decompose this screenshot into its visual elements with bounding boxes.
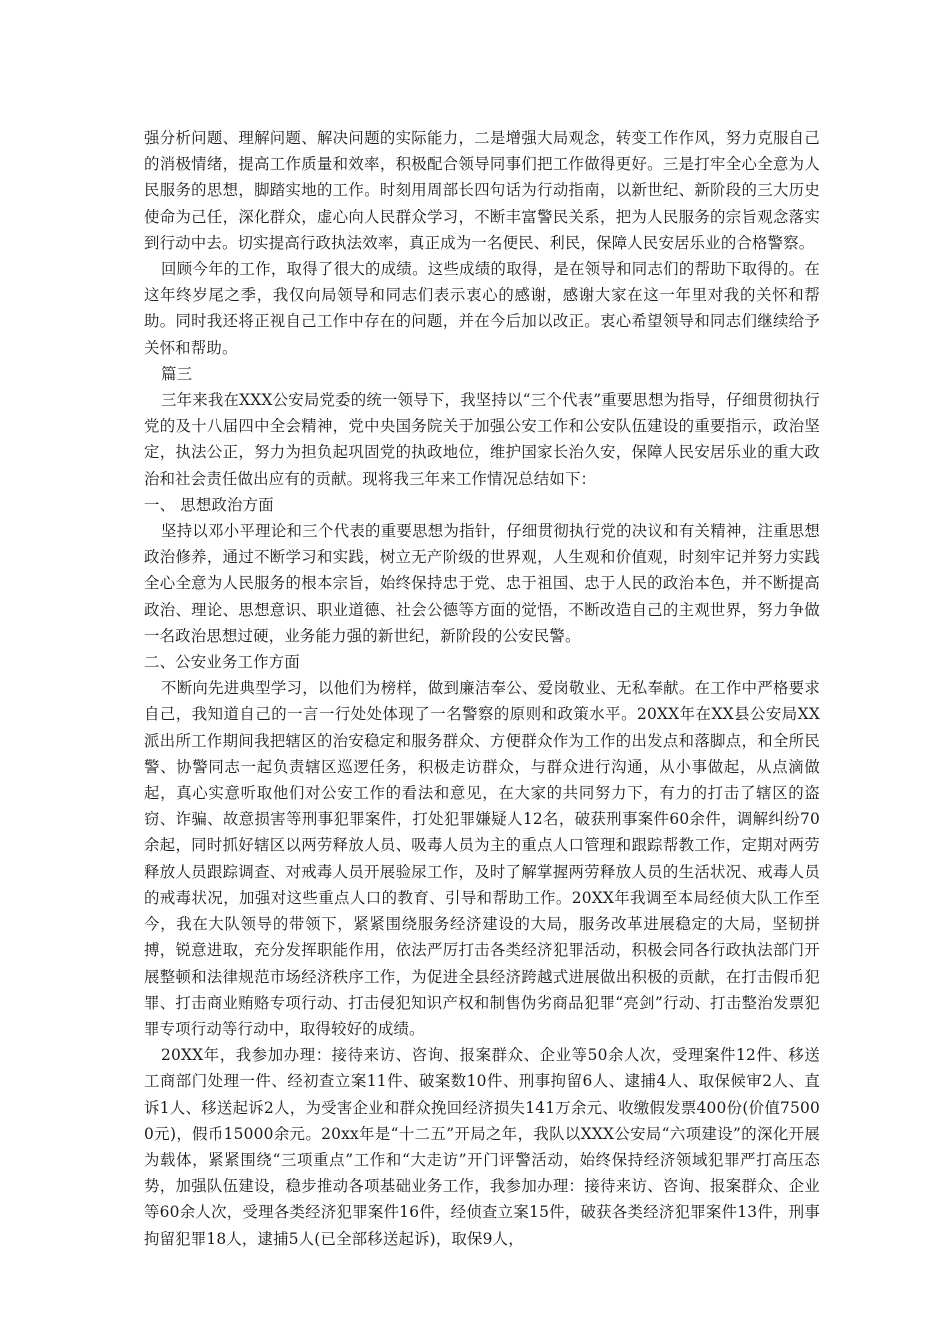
heading-political-thought: 一、 思想政治方面 — [144, 495, 274, 514]
paragraph-review: 回顾今年的工作，取得了很大的成绩。这些成绩的取得，是在领导和同志们的帮助下取得的。在这年终岁尾之季，我仅向局领导和同志们表示衷心的感谢，感谢大家在这一年里对我的关怀和帮助。同时我还将正视自己工作中存在的问题，并在今后加以改正。衷心希望领导和同志们继续给予关怀和帮助。 — [144, 260, 820, 357]
section-title-part-three: 篇三 — [161, 364, 193, 383]
document-body — [144, 125, 820, 1252]
paragraph-intro: 三年来我在XXX公安局党委的统一领导下，我坚持以“三个代表”重要思想为指导，仔细贯彻执行党的及十八届四中全会精神，党中央国务院关于加强公安工作和公安队伍建设的重要指示，政治坚定，执法公正，努力为担负起巩固党的执政地位，维护国家长治久安，保障人民安居乐业的重大政治和社会责任做出应有的贡献。现将我三年来工作情况总结如下： — [144, 391, 820, 488]
paragraph-police-work: 不断向先进典型学习，以他们为榜样，做到廉洁奉公、爱岗敬业、无私奉献。在工作中严格要求自己，我知道自己的一言一行处处体现了一名警察的原则和政策水平。20XX年在XX县公安局XX派出所工作期间我把辖区的治安稳定和服务群众、方便群众作为工作的出发点和落脚点，和全所民警、协警同志一起负责辖区巡逻任务，积极走访群众，与群众进行沟通，从小事做起，从点滴做起，真心实意听取他们对公安工作的看法和意见，在大家的共同努力下，有力的打击了辖区的盗窃、诈骗、故意损害等刑事犯罪案件，打处犯罪嫌疑人12名，破获刑事案件60余件，调解纠纷70余起，同时抓好辖区以两劳释放人员、吸毒人员为主的重点人口管理和跟踪帮教工作，定期对两劳释放人员跟踪调查、对戒毒人员开展验尿工作，及时了解掌握两劳释放人员的生活状况、戒毒人员的戒毒状况，加强对这些重点人口的教育、引导和帮助工作。20XX年我调至本局经侦大队工作至今，我在大队领导的带领下，紧紧围绕服务经济建设的大局，服务改革进展稳定的大局，坚韧拼搏，锐意进取，充分发挥职能作用，依法严厉打击各类经济犯罪活动，积极会同各行政执法部门开展整顿和法律规范市场经济秩序工作，为促进全县经济跨越式进展做出积极的贡献，在打击假币犯罪、打击商业贿赂专项行动、打击侵犯知识产权和制售伪劣商品犯罪“亮剑”行动、打击整治发票犯罪专项行动等行动中，取得较好的成绩。 — [144, 679, 820, 1038]
paragraph-case-statistics: 20XX年，我参加办理：接待来访、咨询、报案群众、企业等50余人次，受理案件12件、移送工商部门处理一件、经初查立案11件、破案数10件、刑事拘留6人、逮捕4人、取保候审2人、直诉1人、移送起诉2人，为受害企业和群众挽回经济损失141万余元、收缴假发票400份(价值75000元)，假币15000余元。20xx年是“十二五”开局之年，我队以XXX公安局“六项建设”的深化开展为载体，紧紧围绕“三项重点”工作和“大走访”开门评警活动，始终保持经济领域犯罪严打高压态势，加强队伍建设，稳步推动各项基础业务工作，我参加办理：接待来访、咨询、报案群众、企业等60余人次，受理各类经济犯罪案件16件，经侦查立案15件，破获各类经济犯罪案件13件，刑事拘留犯罪18人，逮捕5人(已全部移送起诉)，取保9人， — [144, 1046, 820, 1248]
paragraph-continuation: 强分析问题、理解问题、解决问题的实际能力，二是增强大局观念，转变工作作风，努力克服自己的消极情绪，提高工作质量和效率，积极配合领导同事们把工作做得更好。三是打牢全心全意为人民服务的思想，脚踏实地的工作。时刻用周部长四句话为行动指南，以新世纪、新阶段的三大历史使命为己任，深化群众，虚心向人民群众学习，不断丰富警民关系，把为人民服务的宗旨观念落实到行动中去。切实提高行政执法效率，真正成为一名便民、利民，保障人民安居乐业的合格警察。 — [144, 129, 820, 252]
heading-police-work: 二、公安业务工作方面 — [144, 653, 300, 672]
paragraph-political-thought: 坚持以邓小平理论和三个代表的重要思想为指针，仔细贯彻执行党的决议和有关精神，注重思想政治修养，通过不断学习和实践，树立无产阶级的世界观，人生观和价值观，时刻牢记并努力实践全心全意为人民服务的根本宗旨，始终保持忠于党、忠于祖国、忠于人民的政治本色，并不断提高政治、理论、思想意识、职业道德、社会公德等方面的觉悟，不断改造自己的主观世界，努力争做一名政治思想过硬，业务能力强的新世纪，新阶段的公安民警。 — [144, 522, 820, 645]
